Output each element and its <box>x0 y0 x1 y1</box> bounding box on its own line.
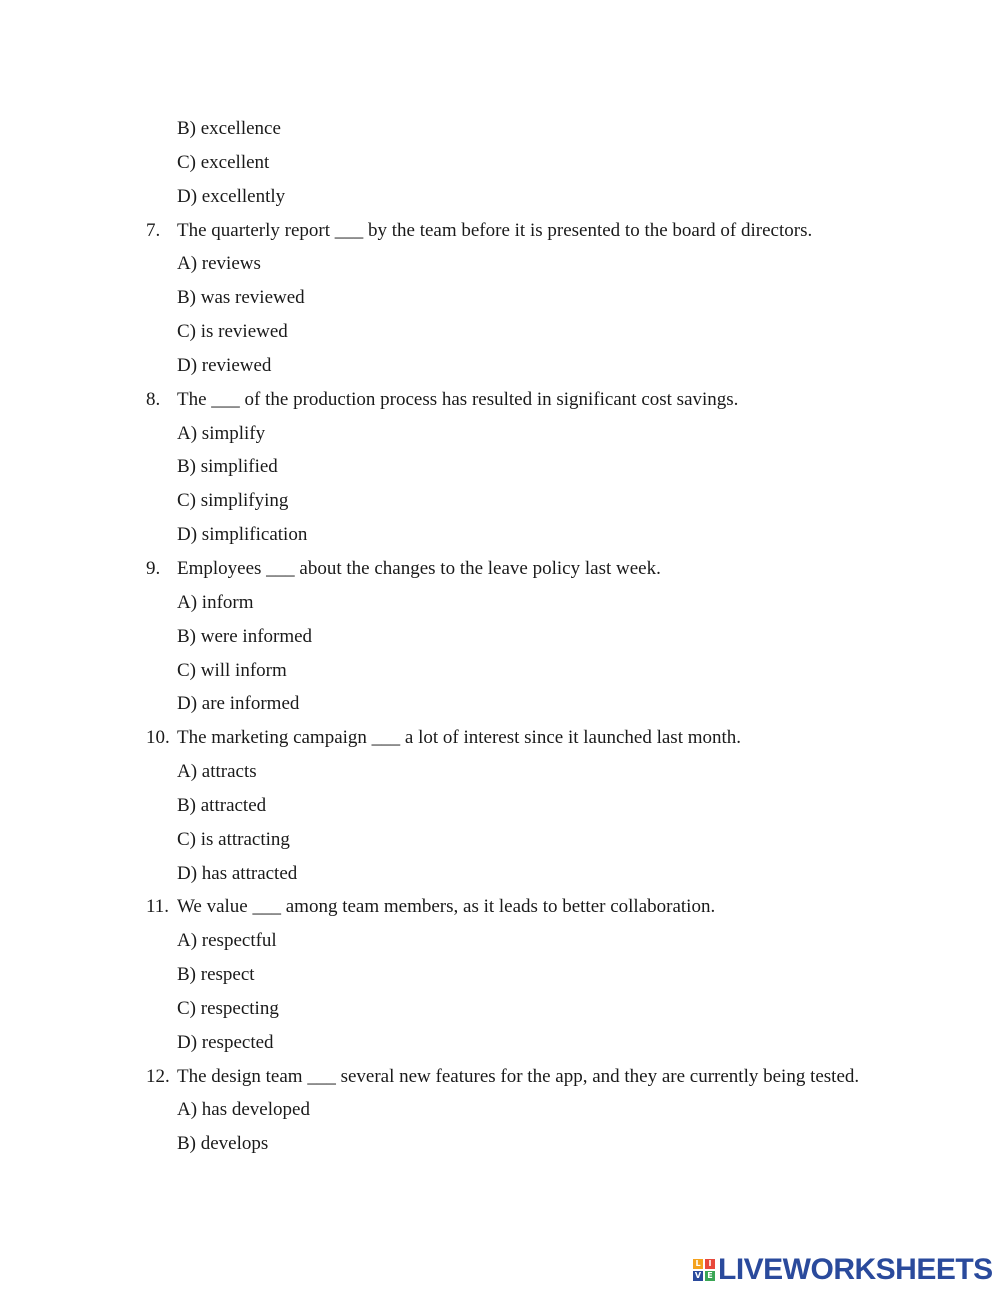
answer-option[interactable]: C) is attracting <box>177 828 290 850</box>
answer-option[interactable]: A) attracts <box>177 761 257 783</box>
question-7 <box>0 214 1000 248</box>
answer-option[interactable]: B) respect <box>177 964 255 986</box>
question-number: 9. <box>146 557 161 579</box>
answer-option[interactable]: B) were informed <box>177 625 313 647</box>
answer-option[interactable]: A) respectful <box>177 930 277 952</box>
answer-option[interactable]: D) reviewed <box>177 354 272 376</box>
answer-option[interactable]: B) excellence <box>177 118 281 139</box>
logo-mark-letter: L <box>693 1259 703 1269</box>
answer-option[interactable]: A) reviews <box>177 253 261 275</box>
question-number: 11. <box>146 896 170 918</box>
question-number: 7. <box>146 219 161 241</box>
answer-option[interactable]: C) simplifying <box>177 490 289 512</box>
liveworksheets-logo-text: LIVEWORKSHEETS <box>718 1253 993 1286</box>
question-text: The design team ___ several new features for the app, and they are currently being tested. <box>177 1065 860 1087</box>
logo-mark-letter: V <box>694 1271 702 1280</box>
question-text: The ___ of the production process has resulted in significant cost savings. <box>177 388 739 410</box>
question-number: 12. <box>146 1065 170 1087</box>
answer-option[interactable]: A) has developed <box>177 1099 310 1121</box>
question-text: The marketing campaign ___ a lot of interest since it launched last month. <box>177 727 742 749</box>
liveworksheets-logo-icon <box>693 1259 715 1281</box>
answer-option[interactable]: D) respected <box>177 1031 274 1053</box>
answer-option[interactable]: B) attracted <box>177 794 267 816</box>
question-11 <box>0 890 1000 924</box>
question-text: We value ___ among team members, as it leads to better collaboration. <box>177 896 716 918</box>
question-12 <box>0 1060 1000 1094</box>
logo-mark-letter: I <box>705 1259 715 1269</box>
question-10 <box>0 721 1000 755</box>
answer-option[interactable]: A) simplify <box>177 422 266 444</box>
answer-option[interactable]: B) was reviewed <box>177 287 305 309</box>
answer-option[interactable]: C) excellent <box>177 151 270 173</box>
answer-option[interactable]: A) inform <box>177 591 254 613</box>
answer-option[interactable]: C) is reviewed <box>177 321 288 343</box>
answer-option[interactable]: B) develops <box>177 1133 269 1155</box>
question-text: The quarterly report ___ by the team before it is presented to the board of directors. <box>177 219 813 241</box>
answer-option[interactable]: D) are informed <box>177 693 300 715</box>
liveworksheets-logo <box>693 1254 993 1286</box>
answer-option[interactable]: C) respecting <box>177 997 279 1019</box>
question-number: 10. <box>146 727 170 749</box>
answer-option[interactable]: D) simplification <box>177 524 308 546</box>
question-number: 8. <box>146 388 161 410</box>
question-9 <box>0 552 1000 586</box>
answer-option[interactable]: D) excellently <box>177 185 286 207</box>
question-text: Employees ___ about the changes to the leave policy last week. <box>177 557 661 579</box>
question-8 <box>0 383 1000 417</box>
answer-option[interactable]: C) will inform <box>177 659 287 681</box>
answer-option[interactable]: B) simplified <box>177 456 278 478</box>
worksheet-page <box>0 112 1000 1161</box>
answer-option[interactable]: D) has attracted <box>177 862 298 884</box>
logo-mark-letter: E <box>705 1271 715 1281</box>
